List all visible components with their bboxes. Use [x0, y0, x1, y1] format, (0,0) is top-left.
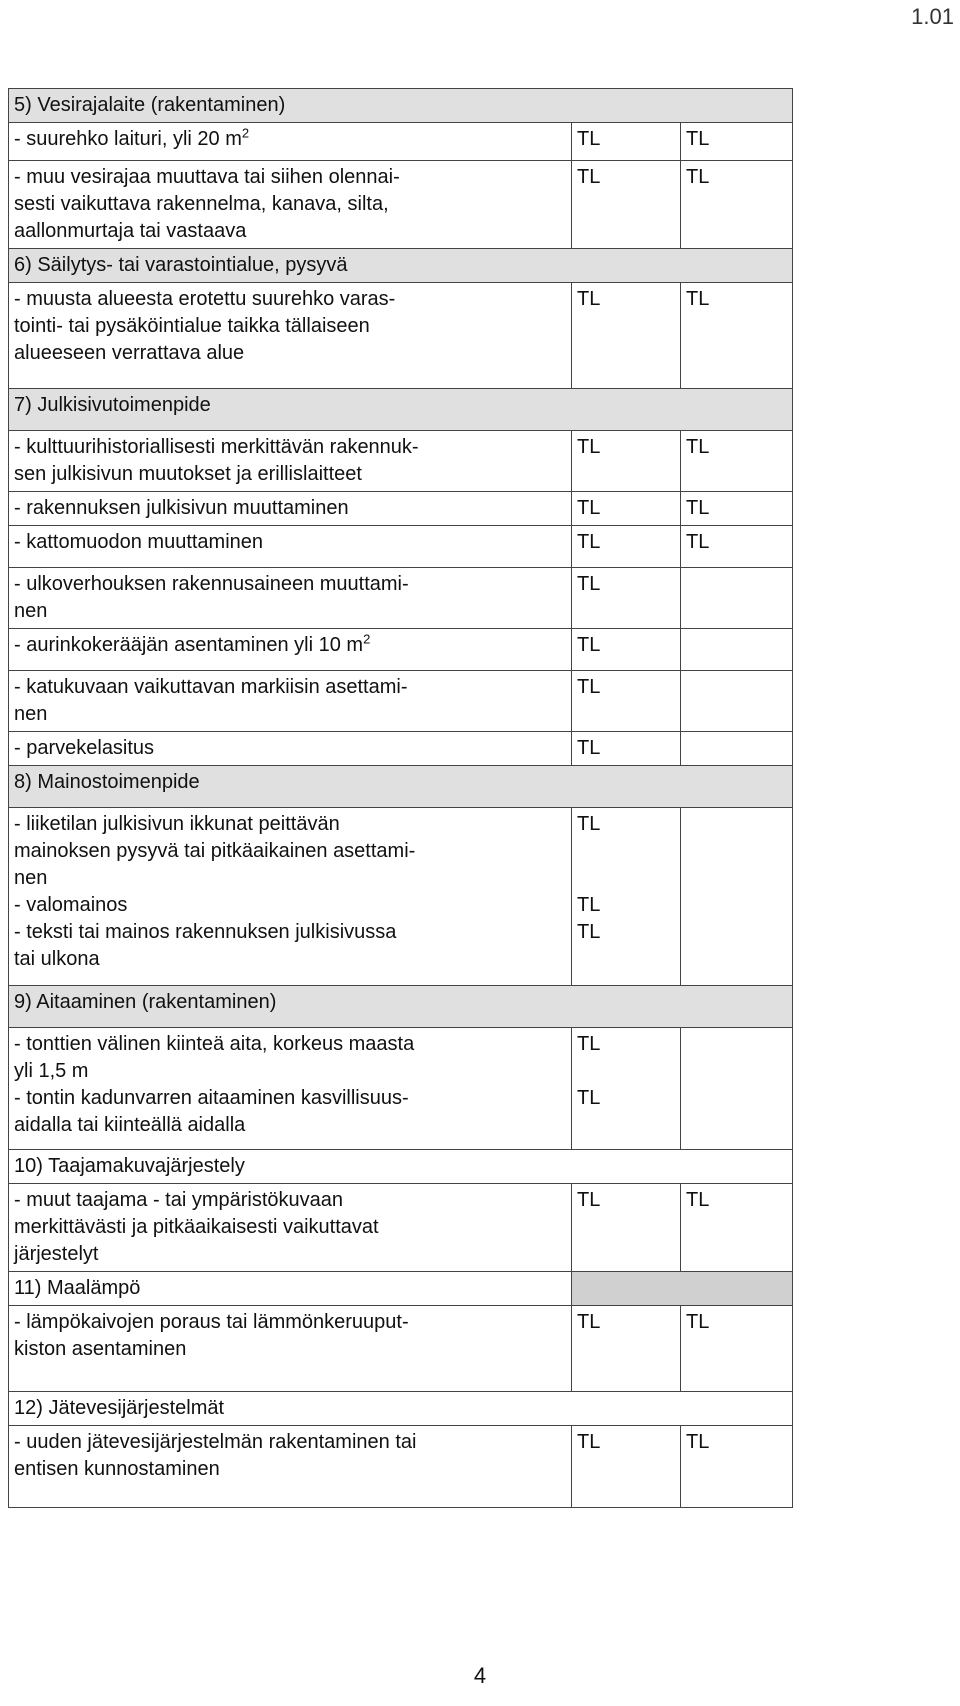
section-title: 11) Maalämpö [9, 1272, 572, 1306]
permit-column-1 [572, 526, 681, 568]
permit-column-2 [681, 671, 793, 732]
section-title: 12) Jätevesijärjestelmät [9, 1392, 793, 1426]
permit-code: TL [577, 128, 601, 150]
permit-column-2 [681, 1306, 793, 1392]
permit-column-2 [681, 808, 793, 986]
section-header-row [9, 1272, 793, 1306]
section-header-row [9, 389, 793, 431]
item-description [9, 161, 572, 249]
permit-column-1 [572, 808, 681, 986]
item-description [9, 1184, 572, 1272]
table-body [9, 89, 793, 1508]
item-label: - ulkoverhouksen rakennusaineen muuttami- nen [14, 573, 409, 622]
permit-code: TL [686, 1311, 710, 1333]
item-label: - liiketilan julkisivun ikkunat peittävän mainoksen pysyvä tai pitkäaikainen asettami- nen - valomainos - teksti tai mainos rakennuksen julkisivussa tai ulkona [14, 813, 416, 970]
permit-column-1 [572, 1184, 681, 1272]
superscript: 2 [363, 631, 371, 647]
table-row [9, 526, 793, 568]
item-description [9, 1426, 572, 1508]
permit-column-2 [681, 568, 793, 629]
section-header-row [9, 1150, 793, 1184]
permit-code: TL [577, 497, 601, 519]
item-label: - aurinkokerääjän asentaminen yli 10 m [14, 634, 364, 656]
permit-code: TL [686, 531, 710, 553]
permit-code [577, 1058, 675, 1085]
permit-code: TL [686, 128, 710, 150]
section-header-row [9, 1392, 793, 1426]
permit-column-1 [572, 1028, 681, 1150]
item-description [9, 671, 572, 732]
permit-column-1 [572, 492, 681, 526]
section-title: 9) Aitaaminen (rakentaminen) [9, 986, 793, 1028]
permit-column-1 [572, 123, 681, 161]
table-row [9, 629, 793, 671]
permit-column-1 [572, 671, 681, 732]
section-title: 8) Mainostoimenpide [9, 766, 793, 808]
table-row [9, 671, 793, 732]
item-label: - suurehko laituri, yli 20 m [14, 128, 242, 150]
item-description [9, 283, 572, 389]
item-label: - rakennuksen julkisivun muuttaminen [14, 497, 349, 519]
item-description [9, 492, 572, 526]
permit-column-2 [681, 123, 793, 161]
permit-code [577, 865, 675, 892]
item-label: - muusta alueesta erotettu suurehko varas- tointi- tai pysäköintialue taikka tällaiseen alueeseen verrattava alue [14, 288, 396, 364]
permit-code: TL [686, 166, 710, 188]
permit-column-2 [681, 1426, 793, 1508]
item-description [9, 526, 572, 568]
permit-requirements-table [8, 88, 793, 1508]
item-description [9, 629, 572, 671]
permit-column-2 [681, 629, 793, 671]
section-title: 6) Säilytys- tai varastointialue, pysyvä [9, 249, 793, 283]
section-title: 10) Taajamakuvajärjestely [9, 1150, 793, 1184]
item-description [9, 568, 572, 629]
table-row [9, 123, 793, 161]
permit-column-1 [572, 1426, 681, 1508]
superscript: 2 [241, 125, 250, 141]
permit-column-2 [681, 283, 793, 389]
permit-code: TL [686, 497, 710, 519]
table-row [9, 161, 793, 249]
permit-code: TL [577, 1311, 601, 1333]
permit-code: TL [686, 1431, 710, 1453]
item-description [9, 732, 572, 766]
item-label: - uuden jätevesijärjestelmän rakentaminen tai entisen kunnostaminen [14, 1431, 417, 1480]
table-row [9, 732, 793, 766]
section-header-row [9, 986, 793, 1028]
permit-column-1 [572, 732, 681, 766]
section-header-row [9, 89, 793, 123]
permit-code: TL [577, 921, 601, 943]
section-header-row [9, 766, 793, 808]
permit-column-1 [572, 1306, 681, 1392]
permit-column-2 [681, 732, 793, 766]
item-label: - muu vesirajaa muuttava tai siihen olennai- sesti vaikuttava rakennelma, kanava, silta, aallonmurtaja tai vastaava [14, 166, 400, 242]
item-label: - katukuvaan vaikuttavan markiisin asettami- nen [14, 676, 408, 725]
table-row [9, 1184, 793, 1272]
table-row [9, 1426, 793, 1508]
permit-code: TL [577, 1087, 601, 1109]
shaded-cell [572, 1272, 793, 1306]
permit-code: TL [577, 1189, 601, 1211]
permit-code: TL [686, 288, 710, 310]
item-label: - parvekelasitus [14, 737, 155, 759]
permit-code: TL [577, 894, 601, 916]
permit-code: TL [577, 166, 601, 188]
permit-column-1 [572, 161, 681, 249]
item-description [9, 123, 572, 161]
permit-code: TL [577, 573, 601, 595]
permit-code: TL [577, 813, 601, 835]
table-row [9, 568, 793, 629]
page-number: 4 [473, 1663, 487, 1688]
permit-code: TL [577, 288, 601, 310]
table-row [9, 283, 793, 389]
item-label: - tonttien välinen kiinteä aita, korkeus maasta yli 1,5 m - tontin kadunvarren aitaaminen kasvillisuus- aidalla tai kiinteällä aidalla [14, 1033, 415, 1136]
permit-column-1 [572, 431, 681, 492]
item-description [9, 1028, 572, 1150]
permit-column-1 [572, 283, 681, 389]
permit-column-2 [681, 161, 793, 249]
permit-column-1 [572, 629, 681, 671]
permit-column-1 [572, 568, 681, 629]
permit-code: TL [577, 676, 601, 698]
permit-column-2 [681, 431, 793, 492]
permit-code: TL [686, 1189, 710, 1211]
section-title: 5) Vesirajalaite (rakentaminen) [9, 89, 793, 123]
table-row [9, 492, 793, 526]
item-description [9, 808, 572, 986]
permit-code: TL [577, 737, 601, 759]
section-title: 7) Julkisivutoimenpide [9, 389, 793, 431]
permit-column-2 [681, 1184, 793, 1272]
section-header-row [9, 249, 793, 283]
table-row [9, 1028, 793, 1150]
item-label: - kulttuurihistoriallisesti merkittävän rakennuk- sen julkisivun muutokset ja erillislaitteet [14, 436, 419, 485]
item-label: - lämpökaivojen poraus tai lämmönkeruuput- kiston asentaminen [14, 1311, 409, 1360]
permit-column-2 [681, 492, 793, 526]
permit-code: TL [686, 436, 710, 458]
permit-code: TL [577, 1431, 601, 1453]
table-row [9, 431, 793, 492]
table-row [9, 808, 793, 986]
item-label: - muut taajama - tai ympäristökuvaan merkittävästi ja pitkäaikaisesti vaikuttavat järjestelyt [14, 1189, 379, 1265]
permit-column-2 [681, 1028, 793, 1150]
permit-code: TL [577, 634, 601, 656]
item-description [9, 1306, 572, 1392]
permit-code [577, 838, 675, 865]
item-description [9, 431, 572, 492]
page-version-label: 1.01 [911, 4, 954, 29]
table-row [9, 1306, 793, 1392]
permit-code: TL [577, 1033, 601, 1055]
item-label: - kattomuodon muuttaminen [14, 531, 264, 553]
permit-code: TL [577, 436, 601, 458]
permit-column-2 [681, 526, 793, 568]
permit-code: TL [577, 531, 601, 553]
